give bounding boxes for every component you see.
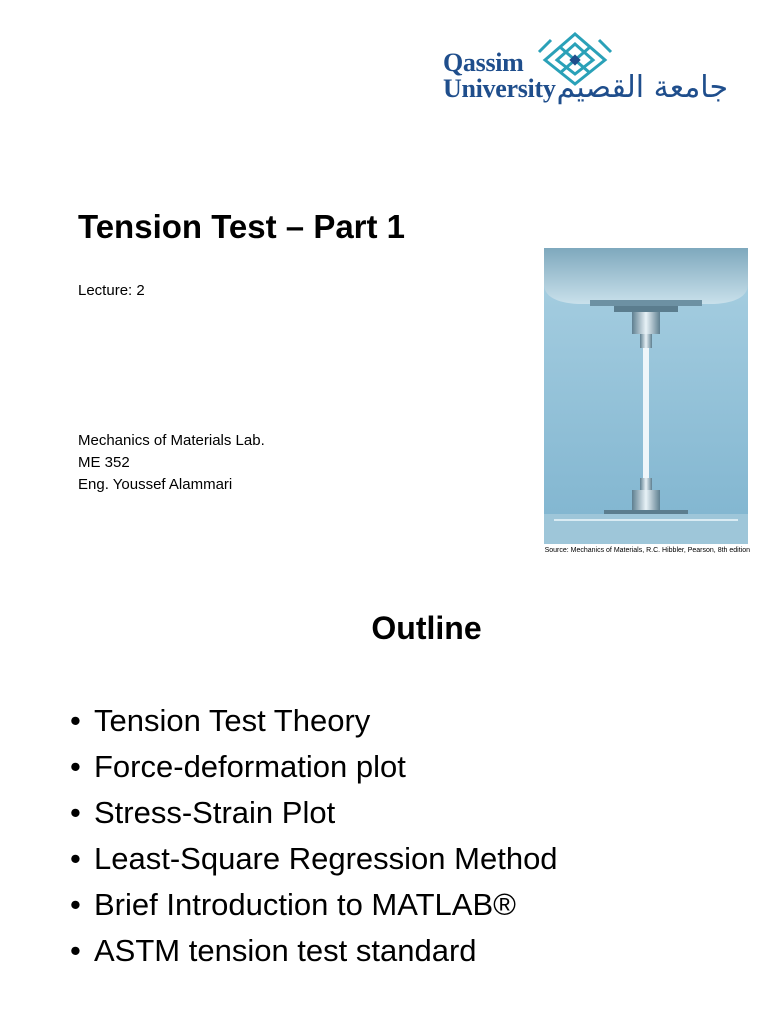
image-source-caption: Source: Mechanics of Materials, R.C. Hibbler, Pearson, 8th edition [544, 547, 750, 554]
list-item-text: Tension Test Theory [94, 703, 371, 738]
outline-list [70, 698, 558, 974]
course-name: Mechanics of Materials Lab. [78, 432, 265, 449]
logo-line-university: University [443, 74, 556, 103]
logo-arabic-text: جامعة القصيم [556, 70, 728, 105]
bullet-icon: • [70, 749, 81, 784]
course-code: ME 352 [78, 454, 130, 471]
outline-heading: Outline [371, 610, 482, 646]
tension-machine-illustration [544, 248, 748, 544]
course-info [78, 430, 265, 496]
list-item-text: Least-Square Regression Method [94, 841, 558, 876]
bullet-icon: • [70, 841, 81, 876]
instructor-name: Eng. Youssef Alammari [78, 476, 233, 493]
list-item-text: ASTM tension test standard [94, 933, 477, 968]
list-item [70, 698, 558, 744]
bullet-icon: • [70, 933, 81, 968]
logo-line-qassim: Qassim [443, 48, 524, 77]
bullet-icon: • [70, 887, 81, 922]
logo-english-text [443, 50, 573, 102]
list-item [70, 928, 558, 974]
university-logo [443, 30, 728, 114]
list-item-text: Force-deformation plot [94, 749, 406, 784]
list-item-text: Stress-Strain Plot [94, 795, 336, 830]
tension-test-photo [544, 248, 748, 544]
list-item-text: Brief Introduction to MATLAB® [94, 887, 516, 922]
bullet-icon: • [70, 795, 81, 830]
bullet-icon: • [70, 703, 81, 738]
list-item [70, 744, 558, 790]
slide-title: Tension Test – Part 1 [78, 208, 406, 245]
lecture-number: Lecture: 2 [78, 282, 145, 299]
list-item [70, 882, 558, 928]
list-item [70, 790, 558, 836]
list-item [70, 836, 558, 882]
